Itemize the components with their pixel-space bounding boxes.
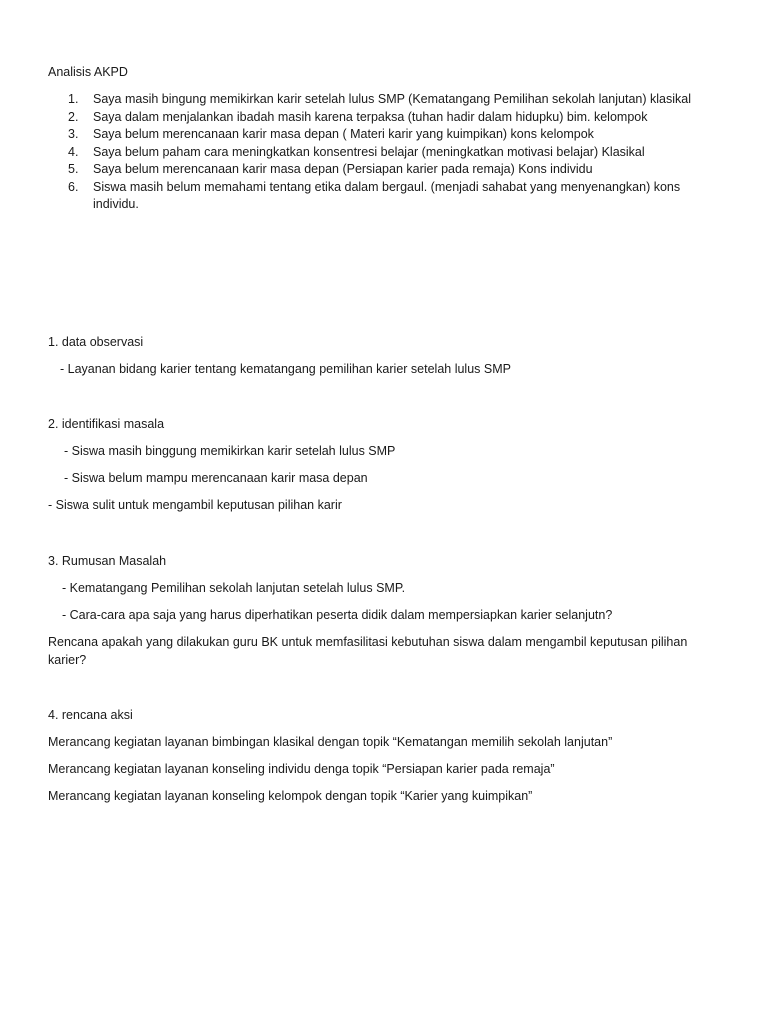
identification-item: - Siswa sulit untuk mengambil keputusan pilihan karir: [48, 498, 342, 512]
section-heading-identification: 2. identifikasi masala: [48, 417, 165, 431]
identification-item: - Siswa masih binggung memikirkan karir setelah lulus SMP: [64, 444, 396, 458]
list-item: [48, 161, 728, 179]
list-item: [48, 109, 728, 127]
document-title: Analisis AKPD: [48, 65, 128, 79]
list-text: Saya dalam menjalankan ibadah masih karena terpaksa (tuhan hadir dalam hidupku) bim. kelompok: [93, 109, 648, 124]
list-item: [48, 144, 728, 162]
problem-item: - Cara-cara apa saja yang harus diperhatikan peserta didik dalam mempersiapkan karier selanjutn?: [62, 608, 613, 622]
problem-item: - Kematangang Pemilihan sekolah lanjutan setelah lulus SMP.: [62, 581, 406, 595]
action-item: Merancang kegiatan layanan bimbingan klasikal dengan topik “Kematangan memilih sekolah lanjutan”: [48, 735, 613, 749]
list-number: 1.: [68, 92, 79, 106]
list-item: [48, 91, 728, 109]
list-text: Saya belum paham cara meningkatkan konsentresi belajar (meningkatkan motivasi belajar) Klasikal: [93, 144, 645, 159]
list-number: 6.: [68, 179, 79, 194]
list-text: Saya belum merencanaan karir masa depan ( Materi karir yang kuimpikan) kons kelompok: [93, 127, 594, 141]
observation-item: - Layanan bidang karier tentang kematangang pemilihan karier setelah lulus SMP: [60, 362, 511, 376]
list-text: Saya belum merencanaan karir masa depan (Persiapan karier pada remaja) Kons individu: [93, 162, 593, 176]
list-number: 4.: [68, 144, 79, 159]
akpd-list: [48, 91, 728, 214]
section-heading-action-plan: 4. rencana aksi: [48, 708, 133, 722]
list-number: 3.: [68, 127, 79, 141]
list-item: [48, 179, 728, 214]
list-item: [48, 126, 728, 144]
list-text: Siswa masih belum memahami tentang etika dalam bergaul. (menjadi sahabat yang menyenangkan) kons individu.: [93, 179, 681, 211]
identification-item: - Siswa belum mampu merencanaan karir masa depan: [64, 471, 368, 485]
list-number: 5.: [68, 162, 79, 176]
action-item: Merancang kegiatan layanan konseling kelompok dengan topik “Karier yang kuimpikan”: [48, 789, 533, 803]
problem-paragraph: Rencana apakah yang dilakukan guru BK untuk memfasilitasi kebutuhan siswa dalam mengambil keputusan pilihan karier?: [48, 635, 688, 667]
section-heading-observation: 1. data observasi: [48, 335, 144, 349]
action-item: Merancang kegiatan layanan konseling individu denga topik “Persiapan karier pada remaja”: [48, 762, 555, 776]
list-number: 2.: [68, 109, 79, 124]
section-heading-problem-formulation: 3. Rumusan Masalah: [48, 554, 167, 568]
list-text: Saya masih bingung memikirkan karir setelah lulus SMP (Kematangang Pemilihan sekolah lanjutan) klasikal: [93, 92, 691, 106]
